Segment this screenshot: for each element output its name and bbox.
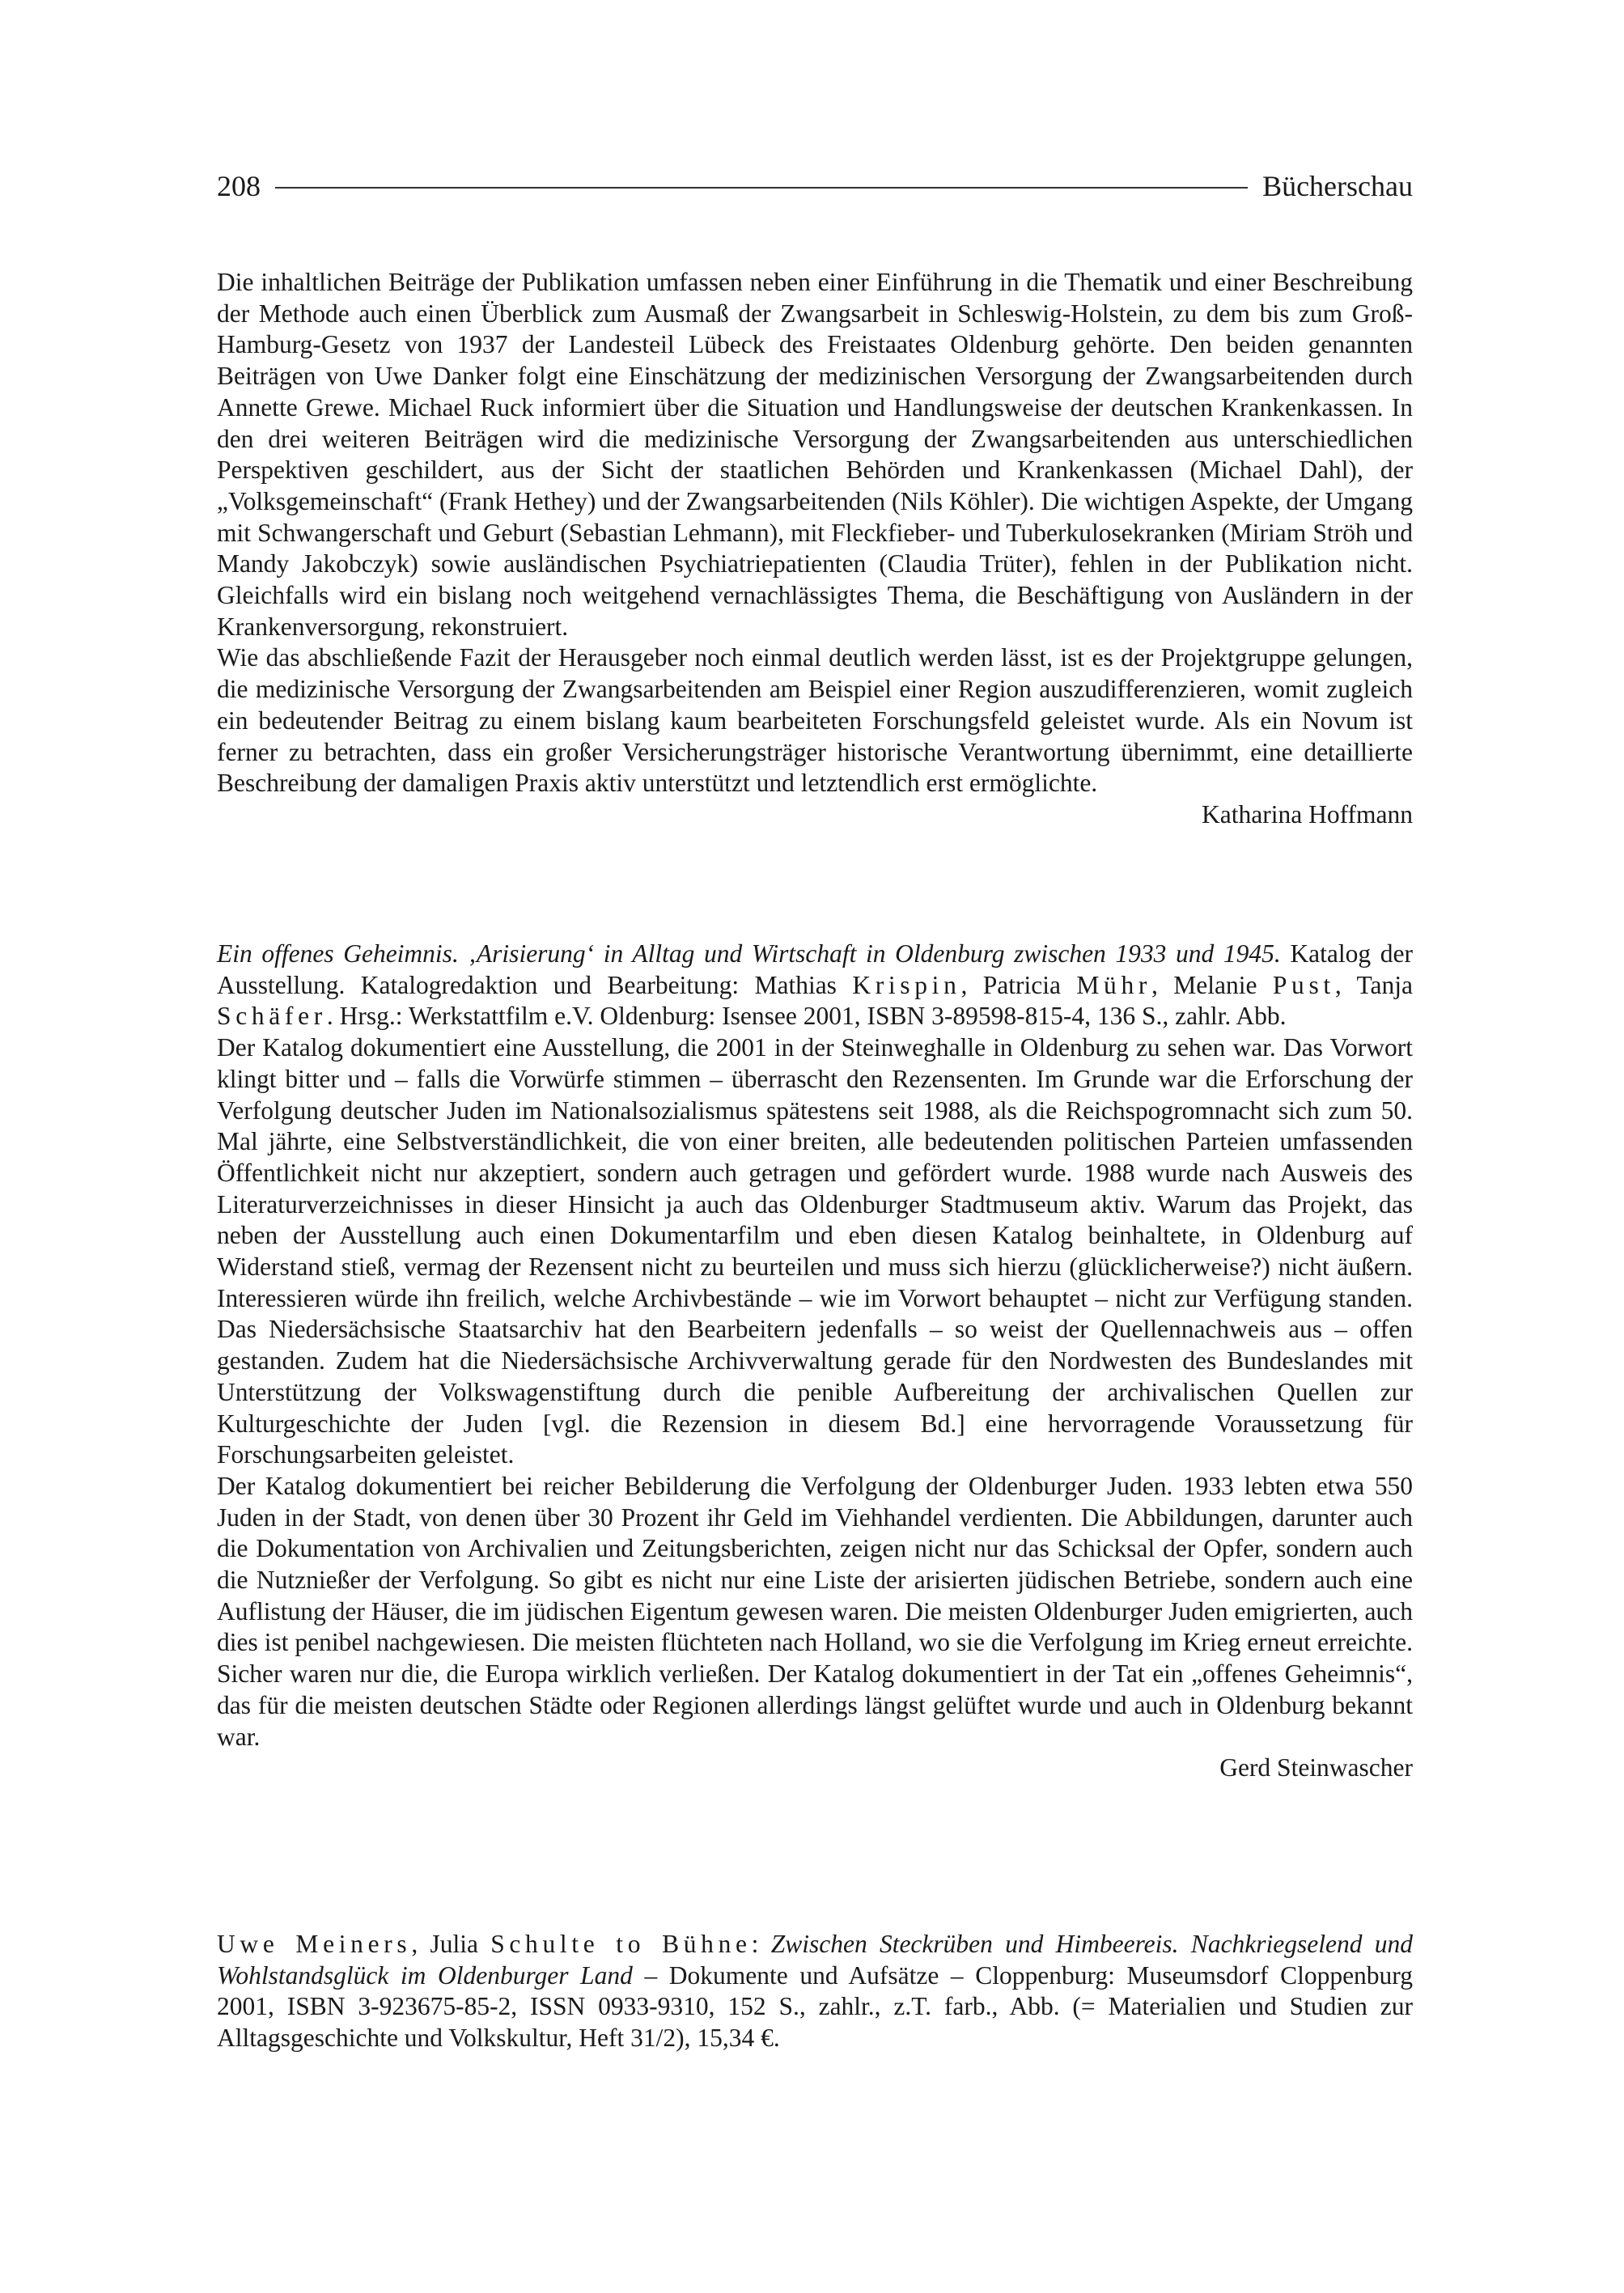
citation-text: . Hrsg.: Werkstattfilm e.V. Oldenburg: Isensee 2001, ISBN 3-89598-815-4, 136 S., zahlr. Abb. bbox=[326, 1002, 1287, 1031]
citation-text: – Dokumente und Aufsätze – Cloppenburg: Museumsdorf Cloppenburg 2001, ISBN 3-923675-85-2, ISSN 0933-9310, 152 S., zahlr., z.T. farb., Abb. (= Materialien und Studien zur Alltagsgeschichte und Volkskultur, Heft 31/2), 15,34 €. bbox=[217, 1960, 1413, 2053]
review-hoffmann bbox=[217, 267, 1413, 831]
author-name: Uwe Meiners bbox=[217, 1930, 412, 1958]
citation-text: , Julia bbox=[411, 1930, 491, 1958]
author-name: Mühr bbox=[1076, 970, 1152, 999]
reviewer-signature: Gerd Steinwascher bbox=[1219, 1753, 1413, 1782]
book-title: Ein offenes Geheimnis. ‚Arisierung‘ in Alltag und Wirtschaft in Oldenburg zwischen 1933 und 1945. bbox=[217, 939, 1281, 968]
author-name: Krispin bbox=[852, 970, 961, 999]
review-steinwascher bbox=[217, 939, 1413, 1784]
citation-text: , Melanie bbox=[1151, 970, 1273, 999]
book-citation bbox=[217, 1929, 1413, 2054]
review-paragraph: Der Katalog dokumentiert bei reicher Bebilderung die Verfolgung der Oldenburger Juden. 1933 lebten etwa 550 Juden in der Stadt, von denen über 30 Prozent ihr Geld im Viehhandel verdienten. Die Abbildungen, darunter auch die Dokumentation von Archivalien und Zeitungsberichten, zeigen nicht nur das Schicksal der Opfer, sondern auch die Nutznießer der Verfolgung. So gibt es nicht nur eine Liste der arisierten jüdischen Betriebe, sondern auch eine Auflistung der Häuser, die im jüdischen Eigentum gewesen waren. Die meisten Oldenburger Juden emigrierten, auch dies ist penibel nachgewiesen. Die meisten flüchteten nach Holland, wo sie die Verfolgung im Krieg erneut erreichte. Sicher waren nur die, die Europa wirklich verließen. Der Katalog dokumentiert in der Tat ein „offenes Geheimnis“, das für die meisten deutschen Städte oder Regionen allerdings längst gelüftet wurde und auch in Oldenburg bekannt war. bbox=[217, 1471, 1413, 1751]
review-paragraph: Der Katalog dokumentiert eine Ausstellung, die 2001 in der Steinweghalle in Oldenburg zu sehen war. Das Vorwort klingt bitter und – falls die Vorwürfe stimmen – überrascht den Rezensenten. Im Grunde war die Erforschung der Verfolgung deutscher Juden im Nationalsozialismus spätestens seit 1988, als die Reichspogromnacht sich zum 50. Mal jährte, eine Selbstverständlichkeit, die von einer breiten, alle bedeutenden politischen Parteien umfassenden Öffentlichkeit nicht nur akzeptiert, sondern auch getragen und gefördert wurde. 1988 wurde nach Ausweis des Literaturverzeichnisses in dieser Hinsicht ja auch das Oldenburger Stadtmuseum aktiv. Warum das Projekt, das neben der Ausstellung auch einen Dokumentarfilm und eben diesen Katalog beinhaltete, in Oldenburg auf Widerstand stieß, vermag der Rezensent nicht zu beurteilen und muss sich hierzu (glücklicherweise?) nicht äußern. Interessieren würde ihn freilich, welche Archivbestände – wie im Vorwort behauptet – nicht zur Verfügung standen. Das Niedersächsische Staatsarchiv hat den Bearbeitern jedenfalls – so weist der Quellennachweis aus – offen gestanden. Zudem hat die Niedersächsische Archivverwaltung gerade für den Nordwesten des Bundeslandes mit Unterstützung der Volkswagenstiftung durch die penible Aufbereitung der archivalischen Quellen zur Kulturgeschichte der Juden [vgl. die Rezension in diesem Bd.] eine hervorragende Voraussetzung für Forschungsarbeiten geleistet. bbox=[217, 1033, 1413, 1469]
author-name: Schulte to Bühne bbox=[490, 1930, 752, 1958]
section-title: Bücherschau bbox=[1262, 170, 1413, 202]
review-meiners bbox=[217, 1929, 1413, 2054]
page bbox=[217, 0, 1413, 2293]
review-paragraph: Wie das abschließende Fazit der Herausgeber noch einmal deutlich werden lässt, ist es der Projektgruppe gelungen, die medizinische Versorgung der Zwangsarbeitenden am Beispiel einer Region auszudifferenzieren, womit zugleich ein bedeutender Beitrag zu einem bislang kaum bearbeiteten Forschungsfeld geleistet wurde. Als ein Novum ist ferner zu betrachten, dass ein großer Versicherungsträger historische Verantwortung übernimmt, eine detaillierte Beschreibung der damaligen Praxis aktiv unterstützt und letztendlich erst ermöglichte. bbox=[217, 643, 1413, 798]
review-paragraph: Die inhaltlichen Beiträge der Publikation umfassen neben einer Einführung in die Thematik und einer Beschreibung der Methode auch einen Überblick zum Ausmaß der Zwangsarbeit in Schleswig-Holstein, zu dem bis zum Groß-Hamburg-Gesetz von 1937 der Landesteil Lübeck des Freistaates Oldenburg gehörte. Den beiden genannten Beiträgen von Uwe Danker folgt eine Einschätzung der medizinischen Versorgung der Zwangsarbeitenden durch Annette Grewe. Michael Ruck informiert über die Situation und Handlungsweise der deutschen Krankenkassen. In den drei weiteren Beiträgen wird die medizinische Versorgung der Zwangsarbeitenden aus unterschiedlichen Perspektiven geschildert, aus der Sicht der staatlichen Behörden und Krankenkassen (Michael Dahl), der „Volksgemeinschaft“ (Frank Hethey) und der Zwangsarbeitenden (Nils Köhler). Die wichtigen Aspekte, der Umgang mit Schwangerschaft und Geburt (Sebastian Lehmann), mit Fleckfieber- und Tuberkulosekranken (Miriam Ströh und Mandy Jakobczyk) sowie ausländischen Psychiatriepatienten (Claudia Trüter), fehlen in der Publikation nicht. Gleichfalls wird ein bislang noch weitgehend vernachlässigtes Thema, die Beschäftigung von Ausländern in der Krankenversorgung, rekonstruiert. bbox=[217, 268, 1413, 641]
running-header bbox=[217, 166, 1413, 206]
citation-text: Katalog der Ausstellung. Katalogredaktion und Bearbeitung: Mathias bbox=[217, 939, 1413, 999]
citation-text: , Patricia bbox=[960, 970, 1077, 999]
reviewer-signature: Katharina Hoffmann bbox=[1202, 799, 1413, 829]
book-title: Zwischen Steckrüben und Himbeereis. Nachkriegselend und Wohlstandsglück im Oldenburger Land bbox=[217, 1930, 1413, 1990]
author-name: Schäfer bbox=[217, 1002, 327, 1031]
header-rule bbox=[275, 187, 1248, 189]
citation-text: : bbox=[751, 1930, 771, 1958]
page-number: 208 bbox=[217, 170, 261, 202]
citation-text: , Tanja bbox=[1334, 970, 1413, 999]
author-name: Pust bbox=[1272, 970, 1335, 999]
book-citation bbox=[217, 939, 1413, 1032]
